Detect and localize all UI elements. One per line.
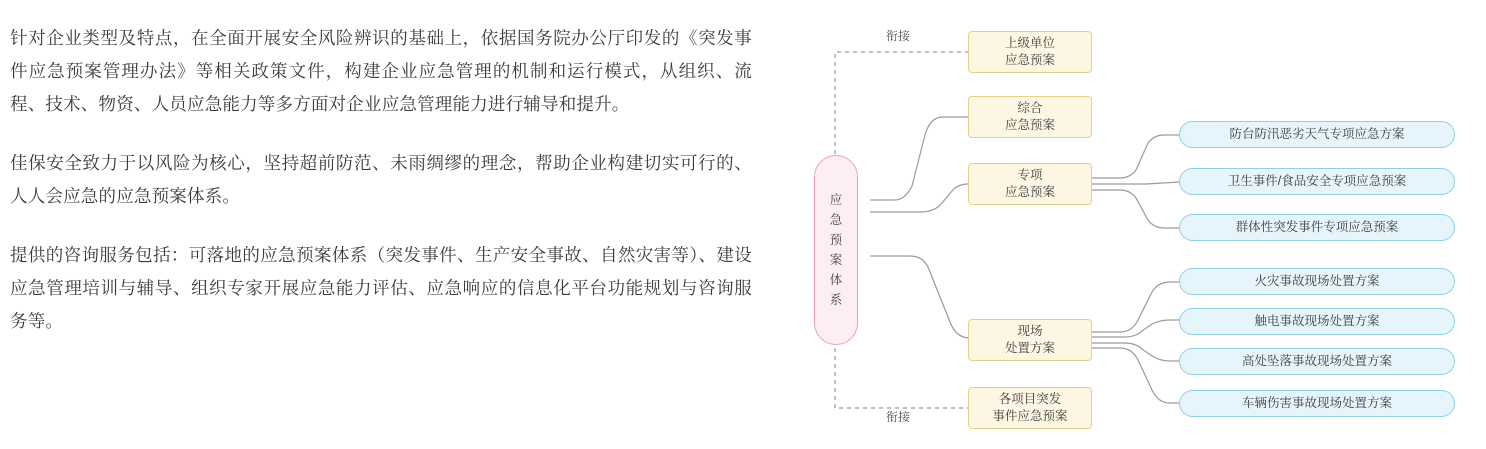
root-char-6: 系 xyxy=(829,293,843,307)
node-project-emergency-plan-line-2: 事件应急预案 xyxy=(992,409,1068,423)
paragraph-2: 佳保安全致力于以风险为核心，坚持超前防范、未雨绸缪的理念，帮助企业构建切实可行的、人人会应急的应急预案体系。 xyxy=(10,153,752,206)
node-superior-unit-plan-line-1: 上级单位 xyxy=(1004,36,1055,50)
node-project-emergency-plan[interactable] xyxy=(968,387,1092,429)
node-vehicle-injury-disposal-label: 车辆伤害事故现场处置方案 xyxy=(1241,396,1392,410)
description-text-column xyxy=(10,22,752,338)
root-char-4: 案 xyxy=(829,253,843,267)
root-char-1: 应 xyxy=(829,193,843,207)
node-fire-accident-disposal-label: 火灾事故现场处置方案 xyxy=(1254,274,1380,288)
node-electric-shock-disposal-label: 触电事故现场处置方案 xyxy=(1254,314,1380,328)
node-special-plan[interactable] xyxy=(968,163,1092,205)
node-comprehensive-plan-line-1: 综合 xyxy=(1017,101,1043,115)
paragraph-3: 提供的咨询服务包括：可落地的应急预案体系（突发事件、生产安全事故、自然灾害等）、建设应急管理培训与辅导、组织专家开展应急能力评估、应急响应的信息化平台功能规划与咨询服务等。 xyxy=(10,245,752,331)
edge-label-top: 衔接 xyxy=(886,29,911,43)
node-comprehensive-plan[interactable] xyxy=(968,96,1092,138)
node-onsite-disposal-plan-line-1: 现场 xyxy=(1017,324,1043,338)
root-char-2: 急 xyxy=(829,213,843,227)
node-health-food-safety-plan-label: 卫生事件/食品安全专项应急预案 xyxy=(1227,174,1407,188)
root-char-3: 预 xyxy=(829,233,843,247)
node-special-plan-line-1: 专项 xyxy=(1017,168,1043,182)
node-special-plan-line-2: 应急预案 xyxy=(1004,185,1055,199)
node-electric-shock-disposal[interactable] xyxy=(1179,308,1455,335)
node-vehicle-injury-disposal[interactable] xyxy=(1179,390,1455,417)
node-health-food-safety-plan[interactable] xyxy=(1179,168,1455,195)
node-mass-incident-plan-label: 群体性突发事件专项应急预案 xyxy=(1235,220,1399,234)
node-typhoon-flood-weather-plan[interactable] xyxy=(1179,121,1455,148)
node-fire-accident-disposal[interactable] xyxy=(1179,268,1455,295)
node-onsite-disposal-plan[interactable] xyxy=(968,319,1092,361)
node-comprehensive-plan-line-2: 应急预案 xyxy=(1004,118,1055,132)
node-fall-from-height-disposal[interactable] xyxy=(1179,348,1455,375)
node-typhoon-flood-weather-plan-label: 防台防汛恶劣天气专项应急方案 xyxy=(1229,127,1405,141)
node-onsite-disposal-plan-line-2: 处置方案 xyxy=(1004,341,1055,355)
node-emergency-plan-system[interactable] xyxy=(814,155,858,345)
paragraph-1: 针对企业类型及特点，在全面开展安全风险辨识的基础上，依据国务院办公厅印发的《突发事件应急预案管理办法》等相关政策文件，构建企业应急管理的机制和运行模式，从组织、流程、技术、物资、人员应急能力等多方面对企业应急管理能力进行辅导和提升。 xyxy=(10,28,752,114)
root-char-5: 体 xyxy=(829,273,843,287)
node-project-emergency-plan-line-1: 各项目突发 xyxy=(998,392,1062,406)
node-mass-incident-plan[interactable] xyxy=(1179,214,1455,241)
node-superior-unit-plan-line-2: 应急预案 xyxy=(1004,53,1055,67)
node-superior-unit-plan[interactable] xyxy=(968,31,1092,73)
edge-label-bottom: 衔接 xyxy=(886,410,911,424)
node-fall-from-height-disposal-label: 高处坠落事故现场处置方案 xyxy=(1241,354,1392,368)
emergency-plan-system-diagram xyxy=(780,0,1486,449)
